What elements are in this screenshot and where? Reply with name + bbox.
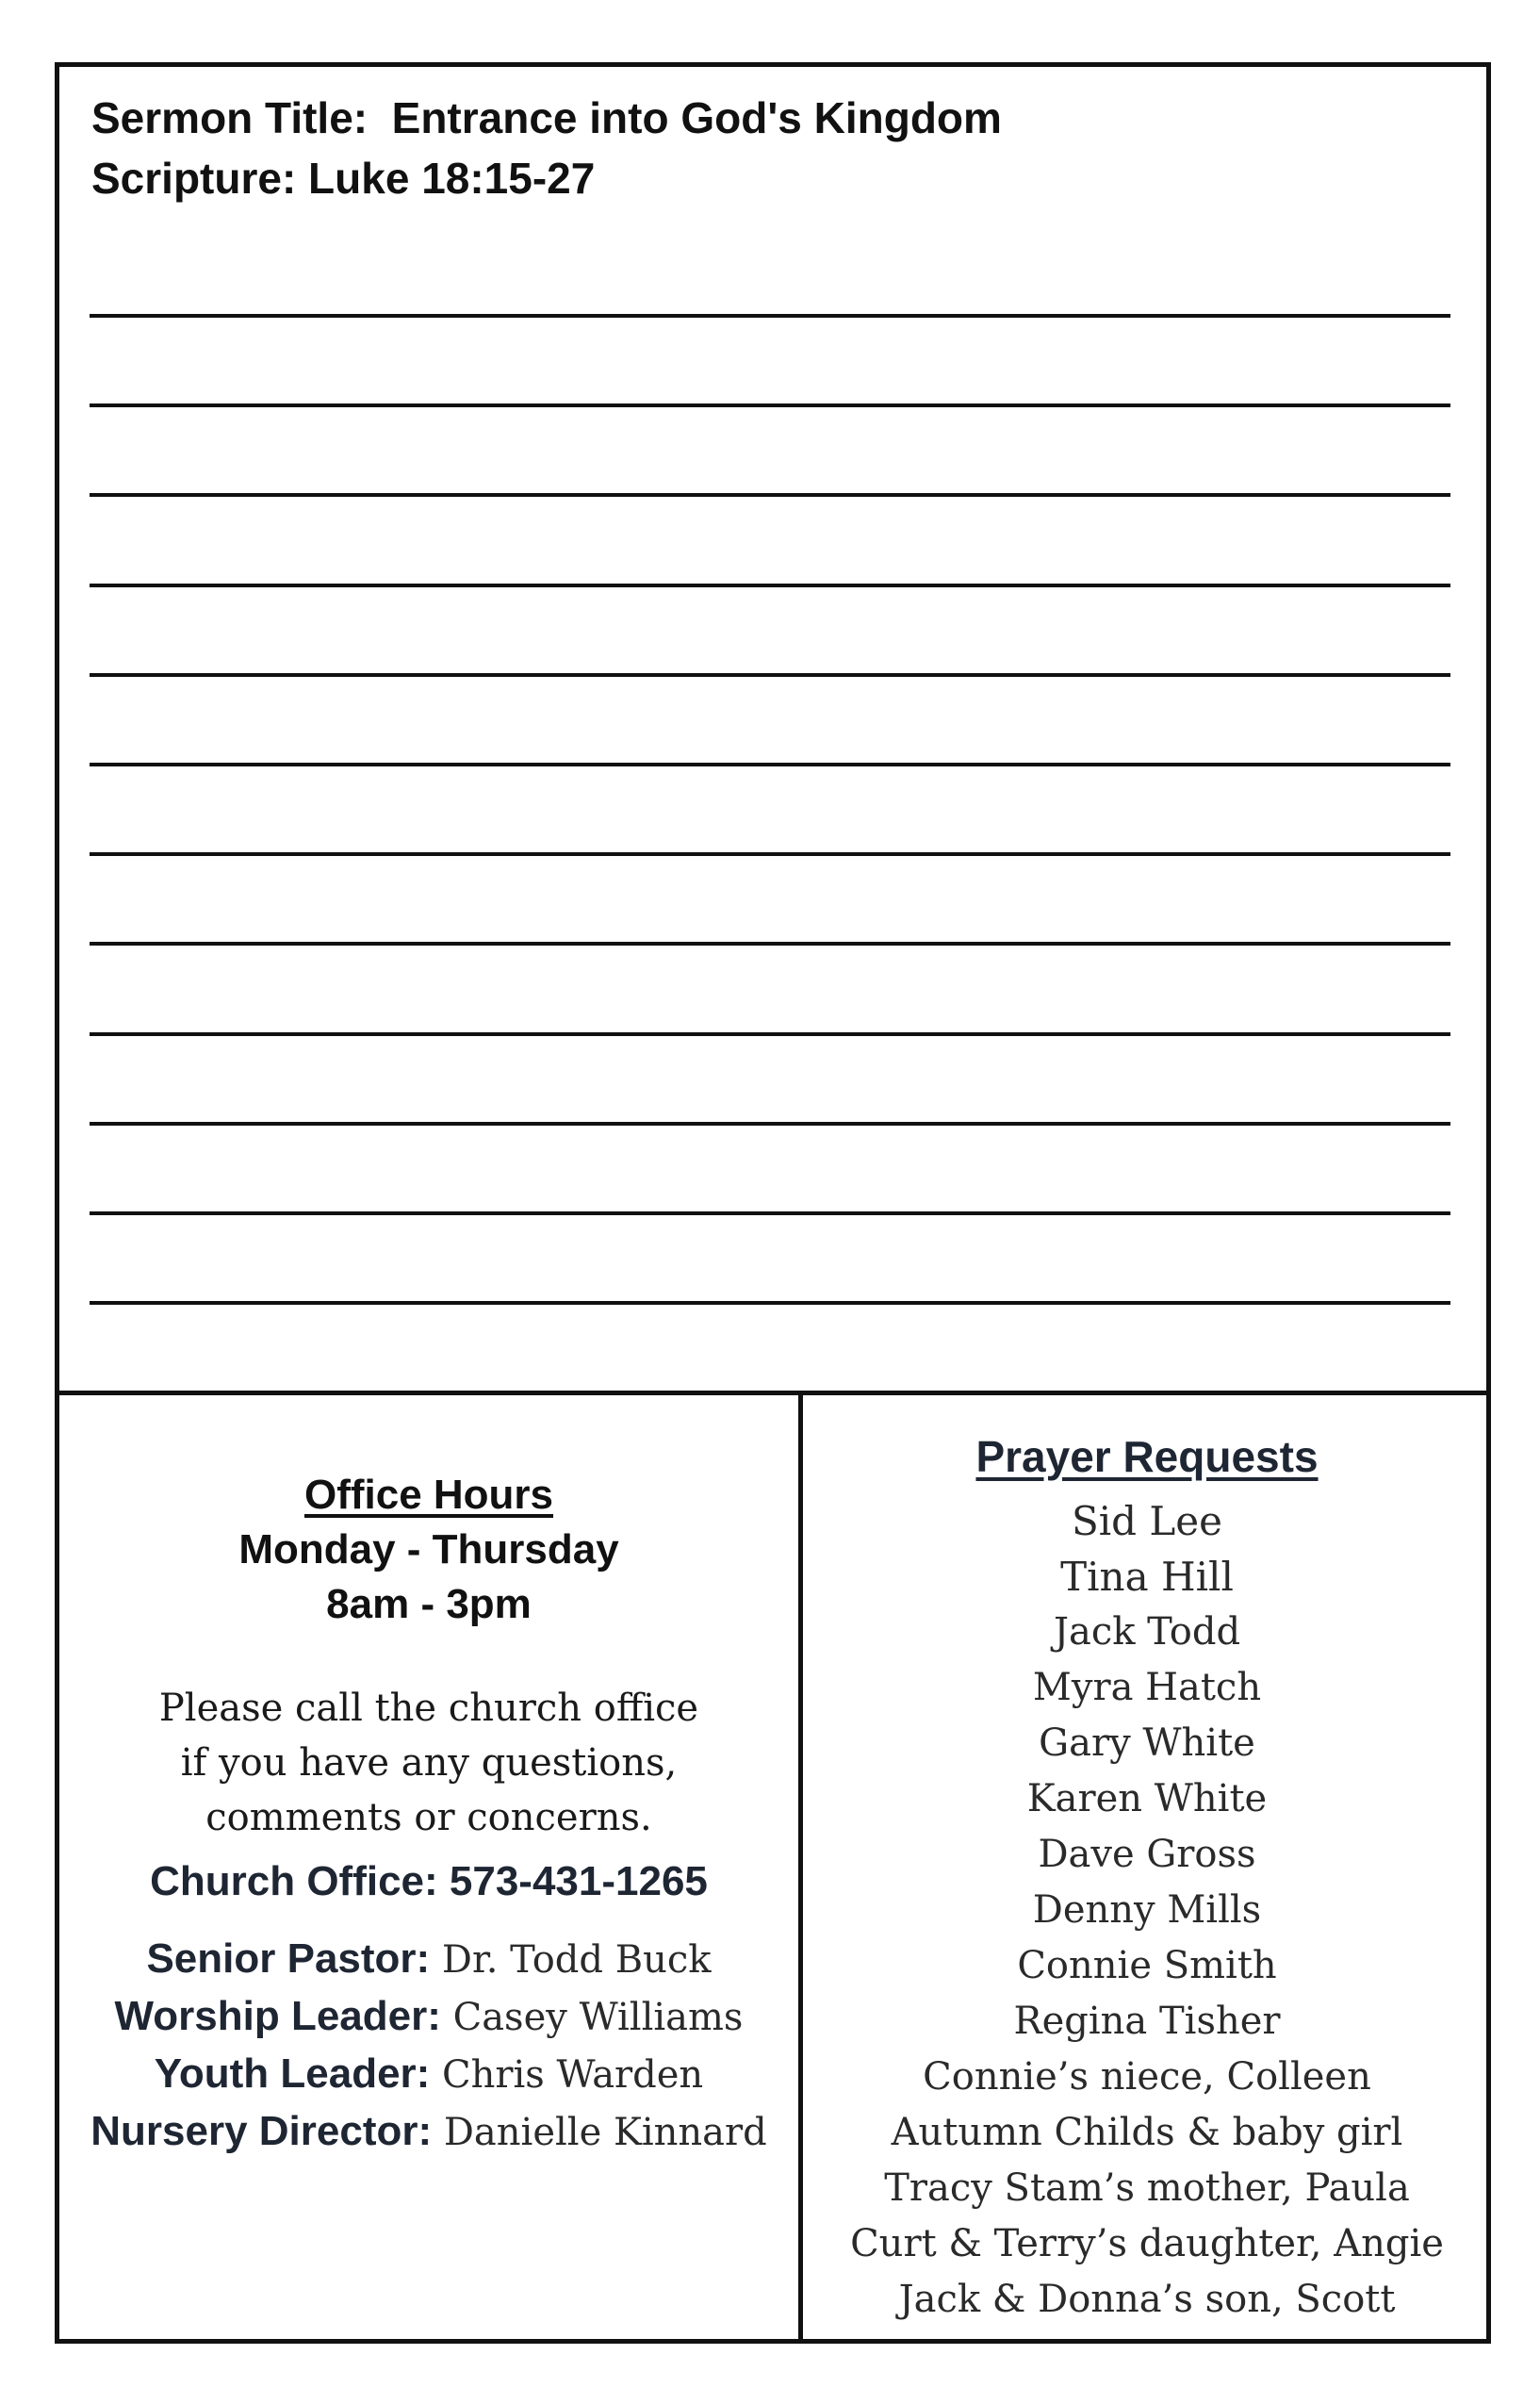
note-line xyxy=(90,942,1450,946)
note-line xyxy=(90,314,1450,318)
prayer-request-item: Gary White xyxy=(1039,1721,1255,1765)
staff-list xyxy=(78,1931,779,2161)
office-message xyxy=(59,1681,798,1845)
sermon-title: Sermon Title: Entrance into God's Kingdom xyxy=(91,93,1002,142)
prayer-request-item: Connie’s niece, Colleen xyxy=(923,2055,1371,2099)
prayer-request-item: Jack Todd xyxy=(1053,1610,1241,1654)
note-line xyxy=(90,763,1450,766)
prayer-request-item: Connie Smith xyxy=(1017,1944,1277,1987)
staff-entry xyxy=(78,2103,779,2161)
note-line xyxy=(90,1032,1450,1036)
office-hours-days: Monday - Thursday xyxy=(238,1526,619,1572)
prayer-request-list xyxy=(803,1493,1491,2328)
prayer-request-item: Dave Gross xyxy=(1038,1833,1256,1876)
staff-entry xyxy=(78,1931,779,1988)
prayer-request-item: Denny Mills xyxy=(1032,1888,1262,1932)
prayer-request-item: Regina Tisher xyxy=(1013,2000,1281,2043)
bulletin-frame xyxy=(55,62,1491,2344)
prayer-request-item: Tina Hill xyxy=(1060,1554,1234,1600)
prayer-requests-panel xyxy=(803,1395,1491,2344)
staff-role: Youth Leader: xyxy=(154,2050,431,2097)
note-line xyxy=(90,493,1450,497)
staff-role: Worship Leader: xyxy=(114,1993,441,2039)
note-line xyxy=(90,1211,1450,1215)
sermon-scripture: Scripture: Luke 18:15-27 xyxy=(91,154,596,203)
note-line xyxy=(90,673,1450,677)
note-line xyxy=(90,584,1450,587)
prayer-request-item: Tracy Stam’s mother, Paula xyxy=(884,2166,1410,2210)
staff-person: Danielle Kinnard xyxy=(432,2111,767,2154)
staff-person: Chris Warden xyxy=(430,2053,704,2097)
prayer-requests-title: Prayer Requests xyxy=(975,1432,1319,1481)
office-message-line: comments or concerns. xyxy=(205,1796,652,1839)
staff-role: Nursery Director: xyxy=(90,2108,433,2154)
office-info-panel xyxy=(59,1395,803,2344)
prayer-request-item: Curt & Terry’s daughter, Angie xyxy=(850,2222,1444,2265)
note-line xyxy=(90,1301,1450,1305)
office-hours-title: Office Hours xyxy=(303,1472,554,1518)
church-office-phone: Church Office: 573-431-1265 xyxy=(150,1858,708,1904)
staff-person: Casey Williams xyxy=(440,1996,744,2039)
note-line xyxy=(90,403,1450,407)
office-message-line: Please call the church office xyxy=(158,1687,699,1730)
prayer-request-item: Jack & Donna’s son, Scott xyxy=(898,2278,1396,2321)
staff-person: Dr. Todd Buck xyxy=(430,1938,712,1982)
office-message-line: if you have any questions, xyxy=(180,1741,678,1785)
prayer-request-item: Karen White xyxy=(1026,1777,1268,1820)
office-hours-time: 8am - 3pm xyxy=(326,1581,532,1627)
sermon-notes-section xyxy=(59,67,1486,1395)
prayer-request-item: Sid Lee xyxy=(1071,1498,1223,1544)
note-line xyxy=(90,1122,1450,1126)
staff-role: Senior Pastor: xyxy=(146,1935,431,1982)
prayer-request-item: Autumn Childs & baby girl xyxy=(891,2111,1403,2154)
sermon-header xyxy=(91,88,1002,208)
note-line xyxy=(90,852,1450,856)
staff-entry xyxy=(78,2046,779,2103)
prayer-request-item: Myra Hatch xyxy=(1032,1666,1262,1709)
staff-entry xyxy=(78,1988,779,2046)
